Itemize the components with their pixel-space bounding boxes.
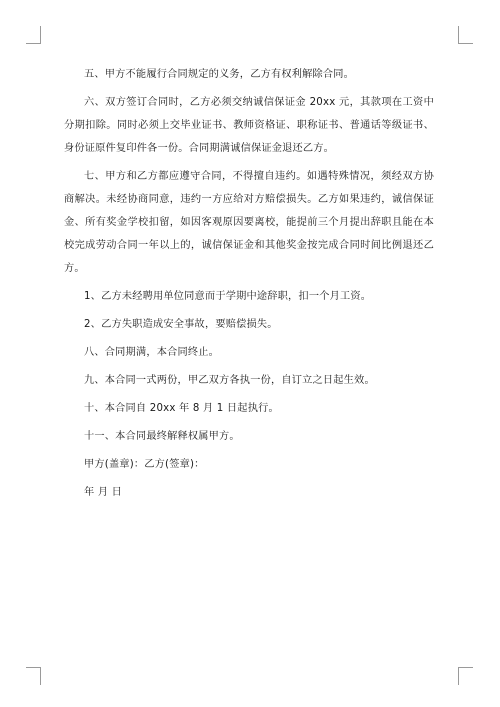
crop-mark-top-right <box>458 43 473 44</box>
clause-7: 七、甲方和乙方都应遵守合同，不得擅自违约。如遇特殊情况，须经双方协商解决。未经协商同意，违约一方应给对方赔偿损失。乙方如果违约，诚信保证金、所有奖金学校扣留，如因客观原因要离校，能提前三个月提出辞职且能在本校完成劳动合同一年以上的，诚信保证金和其他奖金按完成合同时间比例退还乙方。 <box>64 171 434 274</box>
clause-7-item-2: 2、乙方失职造成安全事故，要赔偿损失。 <box>84 319 278 330</box>
crop-mark-top-right <box>458 26 459 44</box>
clause-5: 五、甲方不能履行合同规定的义务，乙方有权利解除合同。 <box>84 69 355 80</box>
clause-7-item-1: 1、乙方未经聘用单位同意而于学期中途辞职，扣一个月工资。 <box>84 291 372 302</box>
crop-mark-bottom-right <box>458 667 473 668</box>
clause-10: 十、本合同自 20xx 年 8 月 1 日起执行。 <box>84 403 279 414</box>
clause-6: 六、双方签订合同时，乙方必须交纳诚信保证金 20xx 元，其款项在工资中分期扣除。同时必须上交毕业证书、教师资格证、职称证书、普通话等级证书、身份证原件复印件各一份。合同期满诚信保证金退还乙方。 <box>64 97 434 154</box>
document-body <box>64 63 434 509</box>
signature-line: 甲方(盖章)：乙方(签章)： <box>84 459 205 470</box>
crop-mark-top-left <box>40 26 41 44</box>
crop-mark-bottom-left <box>40 667 41 685</box>
clause-8: 八、合同期满，本合同终止。 <box>84 347 220 358</box>
crop-mark-top-left <box>26 43 41 44</box>
clause-9: 九、本合同一式两份，甲乙双方各执一份，自订立之日起生效。 <box>84 375 375 386</box>
crop-mark-bottom-left <box>26 667 41 668</box>
clause-11: 十一、本合同最终解释权属甲方。 <box>84 431 240 442</box>
crop-mark-bottom-right <box>458 667 459 685</box>
date-line: 年 月 日 <box>84 487 123 498</box>
